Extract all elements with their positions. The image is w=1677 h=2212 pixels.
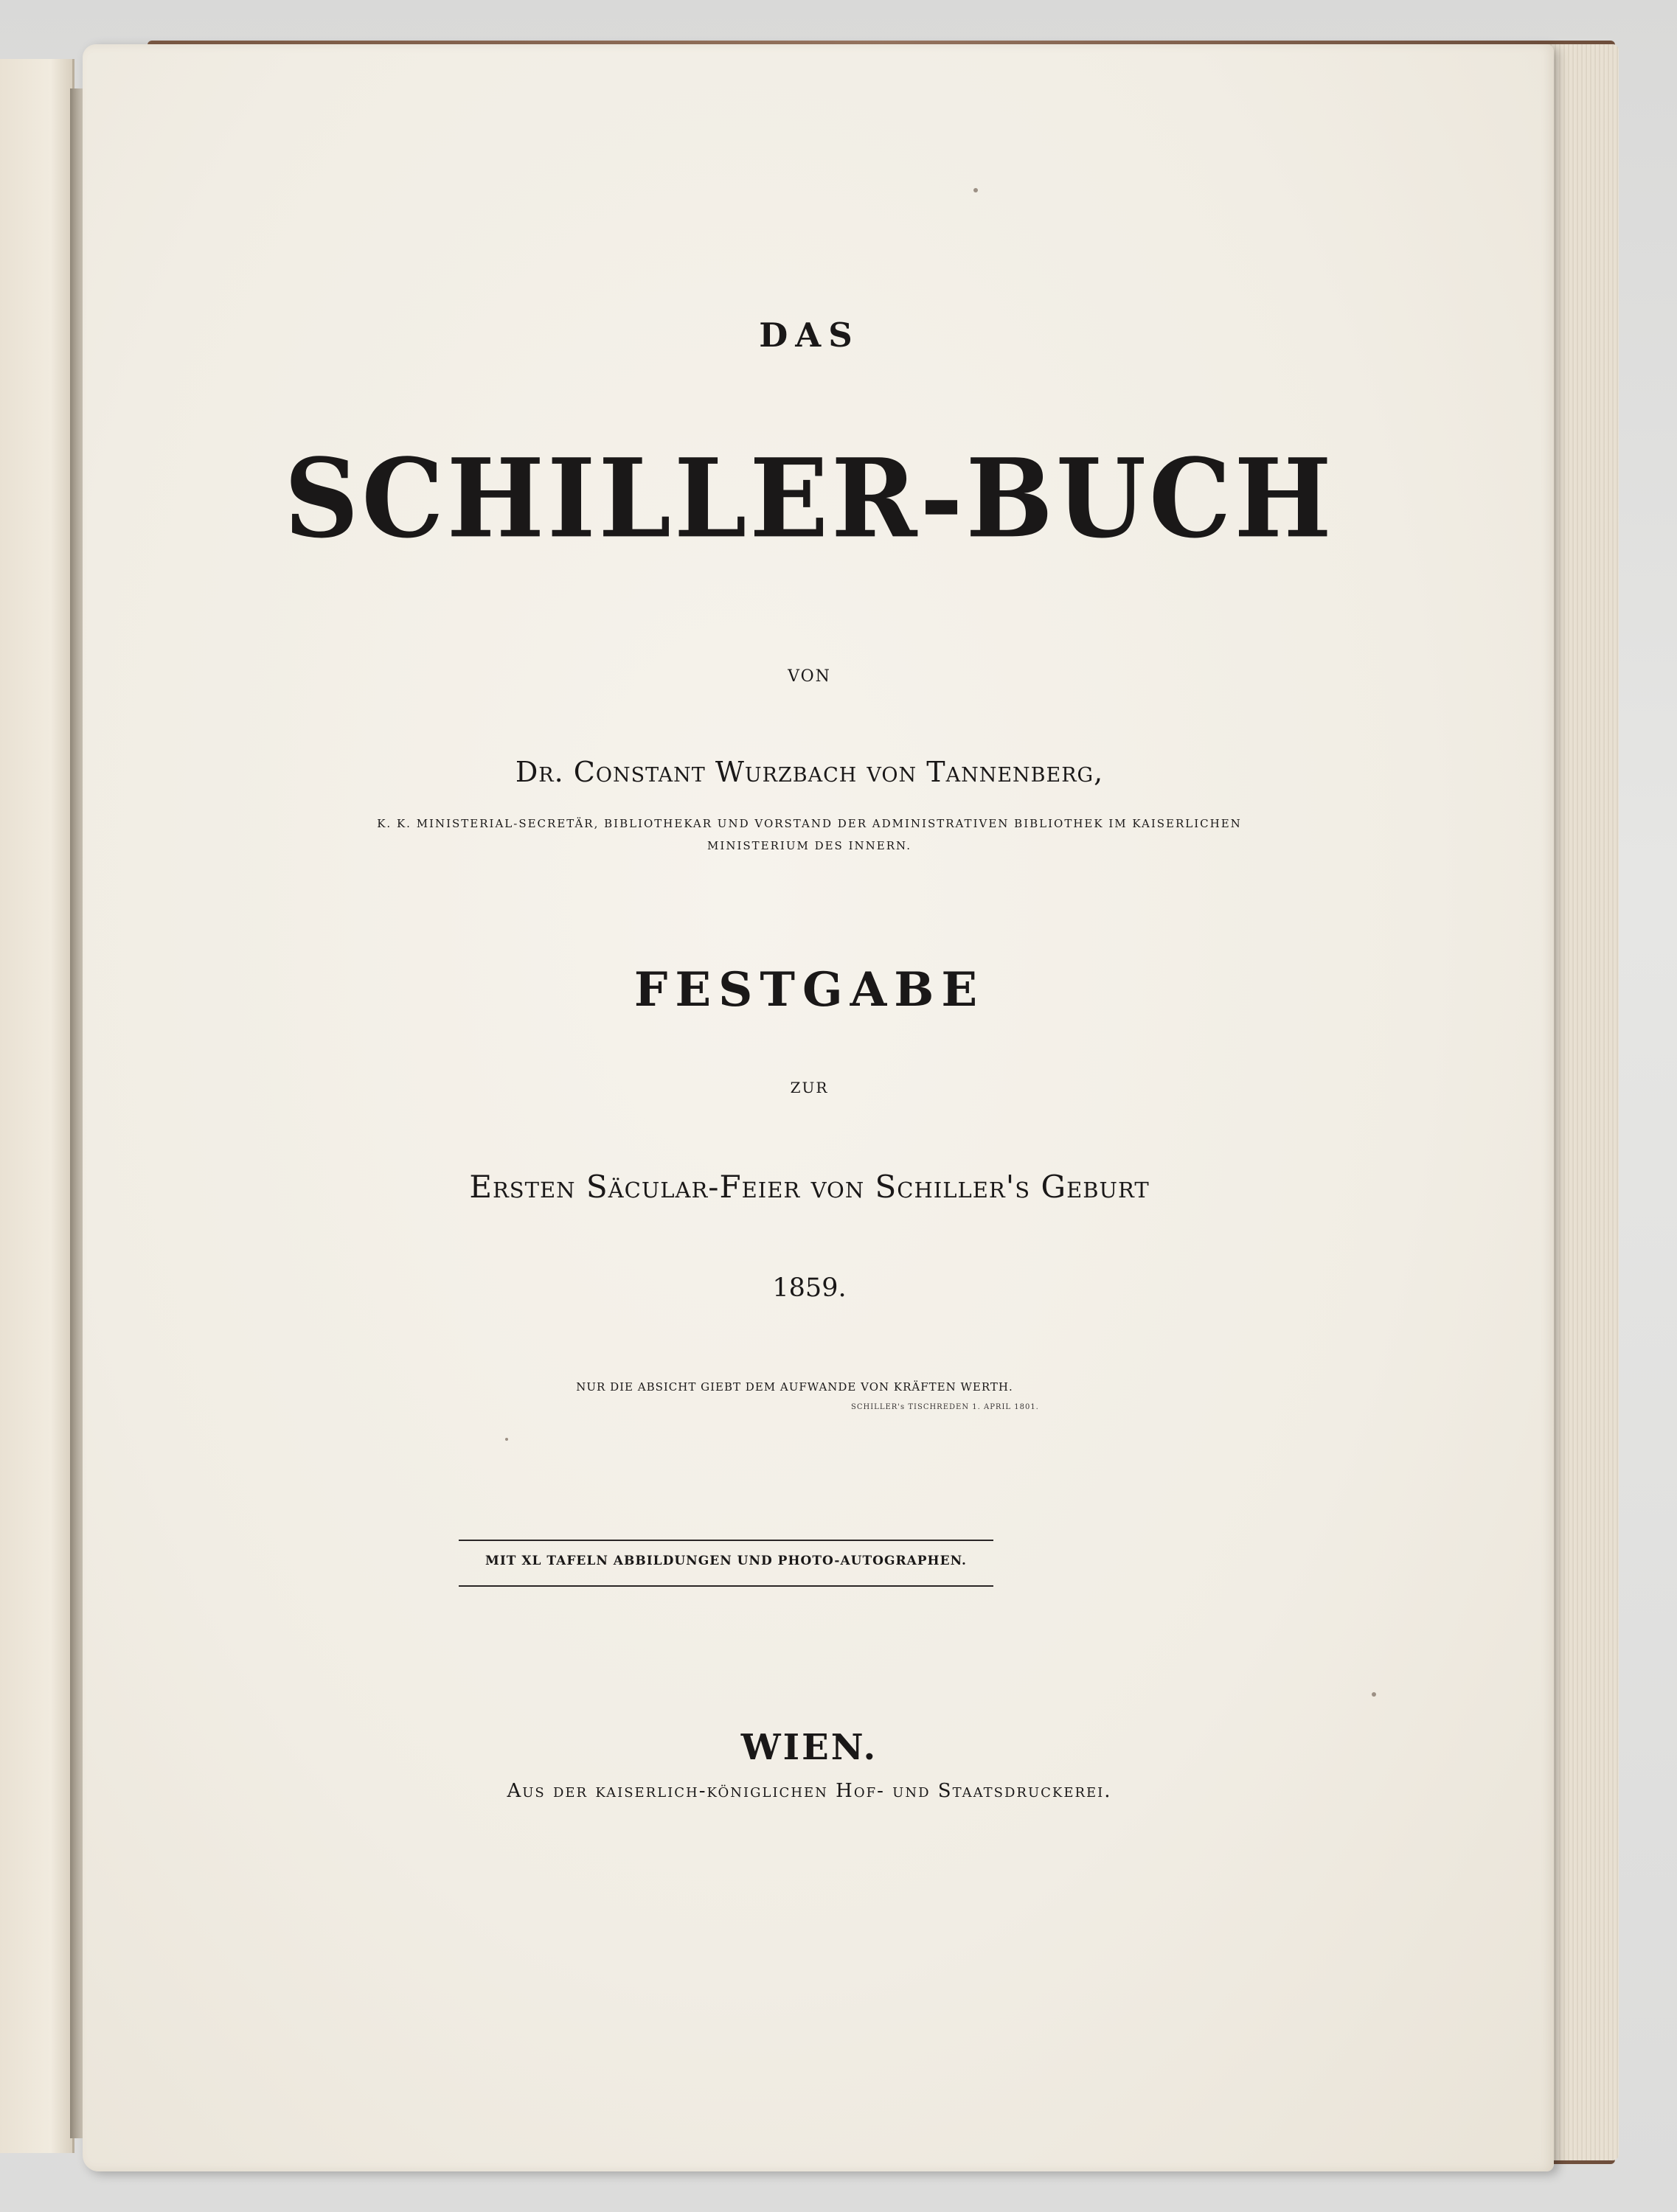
motto-source: SCHILLER's TISCHREDEN 1. APRIL 1801. xyxy=(851,1403,1039,1411)
plates-note: MIT XL TAFELN ABBILDUNGEN UND PHOTO-AUTOGRAPHEN. xyxy=(485,1554,967,1568)
motto: NUR DIE ABSICHT GIEBT DEM AUFWANDE VON KRÄFTEN WERTH. xyxy=(576,1380,1013,1394)
author-name: Dr. Constant Wurzbach von Tannenberg, xyxy=(515,756,1104,788)
title-article: DAS xyxy=(759,316,860,355)
left-page-edge xyxy=(0,59,74,2153)
paper-speck xyxy=(1372,1692,1376,1697)
paper-speck xyxy=(973,188,978,192)
subtitle-connector: ZUR xyxy=(790,1079,829,1096)
printer-imprint: Aus der kaiserlich-königlichen Hof- und Staatsdruckerei. xyxy=(507,1780,1112,1802)
divider-bottom xyxy=(459,1585,993,1587)
title-page xyxy=(83,44,1554,2171)
publication-city: WIEN. xyxy=(740,1727,878,1768)
occasion-line: Ersten Säcular-Feier von Schiller's Geburt xyxy=(469,1169,1150,1205)
divider-top xyxy=(459,1540,993,1541)
by-line: VON xyxy=(788,667,831,686)
author-affiliation-line-2: MINISTERIUM DES INNERN. xyxy=(707,839,912,852)
paper-speck xyxy=(505,1438,508,1441)
publication-year: 1859. xyxy=(772,1273,847,1303)
subtitle: FESTGABE xyxy=(633,962,985,1018)
author-affiliation-line-1: K. K. MINISTERIAL-SECRETÄR, BIBLIOTHEKAR UND VORSTAND DER ADMINISTRATIVEN BIBLIOTHEK IM KAISERLICHEN xyxy=(377,817,1242,830)
book-title: SCHILLER-BUCH xyxy=(284,435,1335,563)
